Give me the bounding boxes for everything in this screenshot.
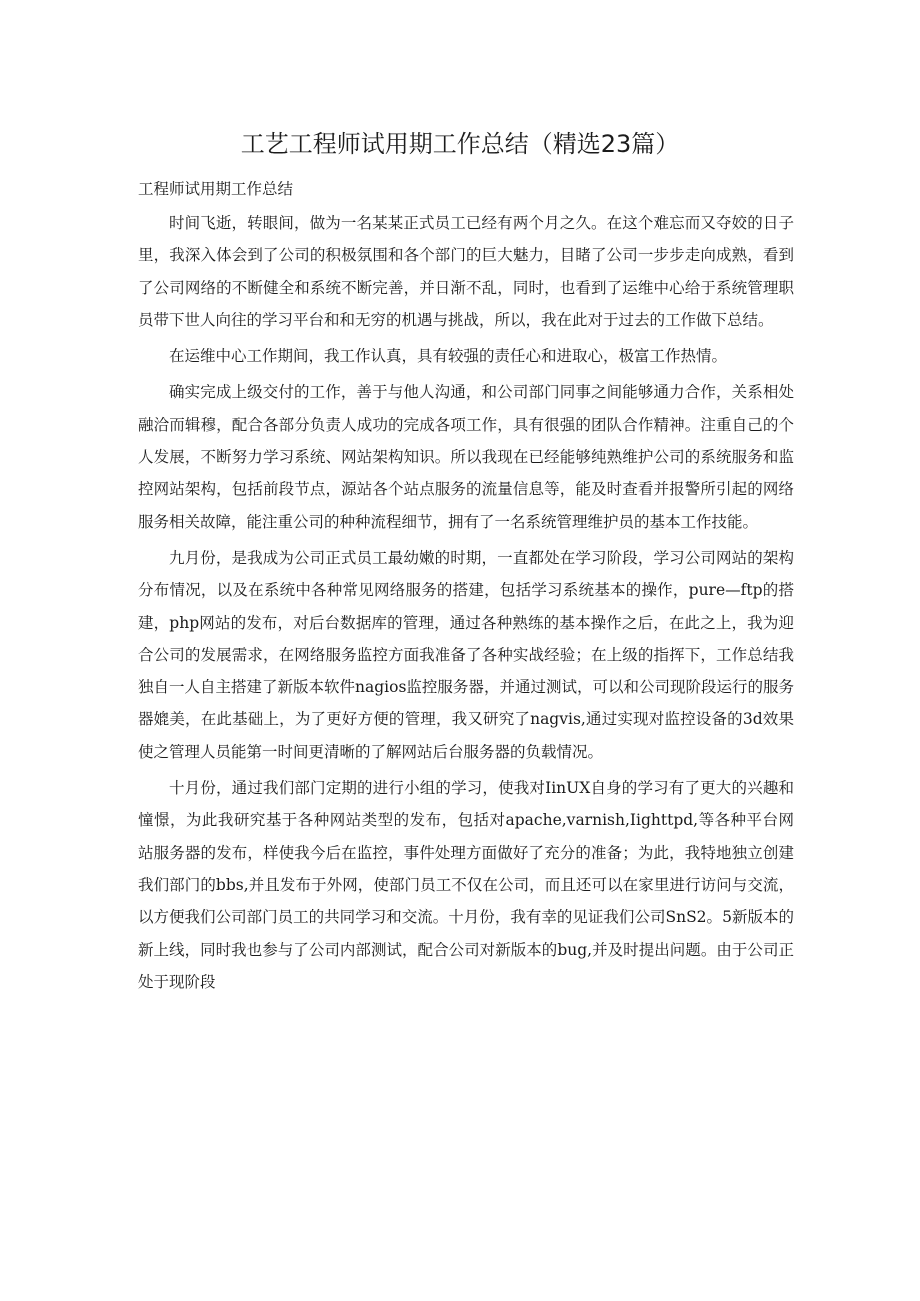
paragraph-5: 十月份，通过我们部门定期的进行小组的学习，使我对IinUX自身的学习有了更大的兴趣和憧憬，为此我研究基于各种网站类型的发布，包括对apache,varnish,Iighttpd,等各种平台网站服务器的发布，样使我今后在监控，事件处理方面做好了充分的准备；为此，我特地独立创建我们部门的bbs,并且发布于外网，使部门员工不仅在公司，而且还可以在家里进行访问与交流，以方便我们公司部门员工的共同学习和交流。十月份，我有幸的见证我们公司SnS2。5新版本的新上线，同时我也参与了公司内部测试，配合公司对新版本的bug,并及时提出问题。由于公司正处于现阶段 (138, 779, 794, 991)
paragraph-4: 九月份，是我成为公司正式员工最幼嫩的时期，一直都处在学习阶段，学习公司网站的架构分布情况，以及在系统中各种常见网络服务的搭建，包括学习系统基本的操作，pure—ftp的搭建，php网站的发布，对后台数据库的管理，通过各种熟练的基本操作之后，在此之上，我为迎合公司的发展需求，在网络服务监控方面我准备了各种实战经验；在上级的指挥下，工作总结我独自一人自主搭建了新版本软件nagios监控服务器，并通过测试，可以和公司现阶段运行的服务器媲美，在此基础上，为了更好方便的管理，我又研究了nagvis,通过实现对监控设备的3d效果使之管理人员能第一时间更清晰的了解网站后台服务器的负载情况。 (138, 548, 794, 761)
paragraph-2: 在运维中心工作期间，我工作认真，具有较强的责任心和进取心，极富工作热情。 (169, 347, 728, 366)
paragraph-3: 确实完成上级交付的工作，善于与他人沟通，和公司部门同事之间能够通力合作，关系相处融洽而辑穆，配合各部分负责人成功的完成各项工作，具有很强的团队合作精神。注重自己的个人发展，不断努力学习系统、网站架构知识。所以我现在已经能够纯熟维护公司的系统服务和监控网站架构，包括前段节点，源站各个站点服务的流量信息等，能及时查看并报警所引起的网络服务相关故障，能注重公司的种种流程细节，拥有了一名系统管理维护员的基本工作技能。 (138, 383, 794, 531)
document-title: 工艺工程师试用期工作总结（精选23篇） (240, 130, 680, 158)
document-body (138, 207, 794, 998)
paragraph-1: 时间飞逝，转眼间，做为一名某某正式员工已经有两个月之久。在这个难忘而又夺姣的日子里，我深入体会到了公司的积极氛围和各个部门的巨大魅力，目睹了公司一步步走向成熟，看到了公司网络的不断健全和系统不断完善，并日渐不乱，同时，也看到了运维中心给于系统管理职员带下世人向往的学习平台和和无穷的机遇与挑战，所以，我在此对于过去的工作做下总结。 (138, 214, 794, 329)
document-subtitle: 工程师试用期工作总结 (138, 180, 294, 198)
